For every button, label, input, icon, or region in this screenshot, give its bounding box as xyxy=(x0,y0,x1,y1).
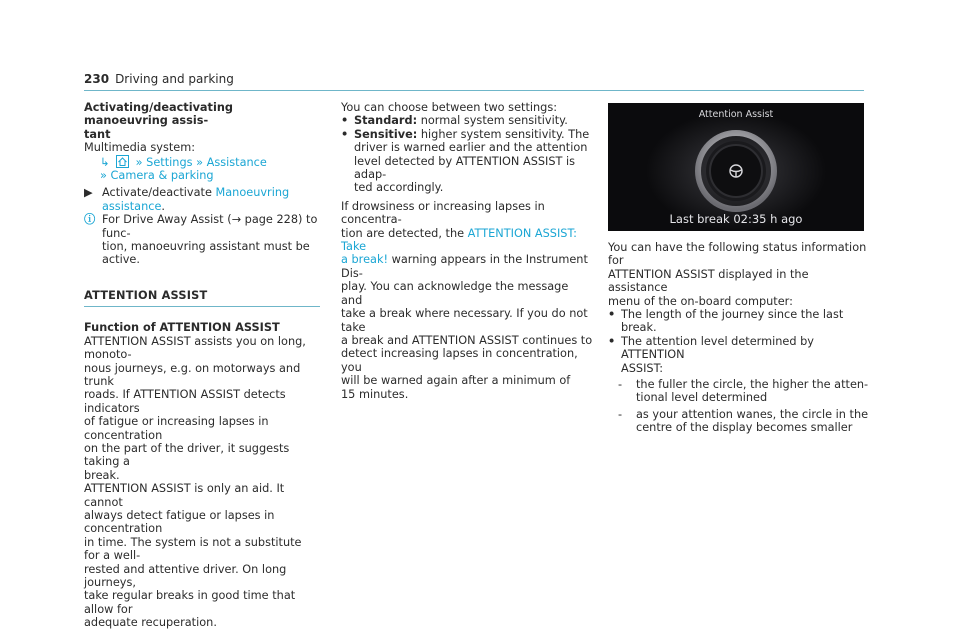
list-item: • The attention level determined by ATTENTION ASSIST: xyxy=(608,334,814,375)
last-break-status: Last break 02:35 h ago xyxy=(669,212,803,226)
play-bullet-icon: ▶ xyxy=(84,186,93,200)
attention-assist-display xyxy=(608,103,864,231)
chevron-right-icon: » xyxy=(135,155,143,169)
list-item: - the fuller the circle, the higher the atten- tional level determined xyxy=(618,378,869,405)
info-note: ⓘ For Drive Away Assist (→ page 228) to func- tion, manoeuvring assistant must be active. xyxy=(84,213,318,267)
status-info-intro: You can have the following status information for ATTENTION ASSIST displayed in the assistance menu of the on-board computer: xyxy=(608,241,867,308)
info-icon: ⓘ xyxy=(84,213,96,227)
menu-path xyxy=(84,155,320,169)
page-header xyxy=(84,72,234,86)
paragraph-aid: ATTENTION ASSIST is only an aid. It cannot always detect fatigue or lapses in concentration in time. The system is not a substitute for a well- rested and attentive driver. On long journeys, take regular breaks in good time that allow for adequate recuperation. xyxy=(84,482,302,630)
steering-wheel-icon xyxy=(728,163,744,179)
subheading-function: Function of ATTENTION ASSIST xyxy=(84,321,280,335)
list-item: • Sensitive: higher system sensitivity. The driver is warned earlier and the attention level detected by ATTENTION ASSIST is adap- ted accordingly. xyxy=(341,127,590,195)
chevron-right-icon: » xyxy=(100,169,107,183)
menu-path-intro: Multimedia system: xyxy=(84,141,196,155)
settings-intro: You can choose between two settings: xyxy=(341,101,558,114)
chapter-title: Driving and parking xyxy=(115,72,234,86)
menu-settings[interactable]: Settings xyxy=(146,155,193,169)
list-item: • Standard: normal system sensitivity. xyxy=(341,114,568,128)
heading-manoeuvring: Activating/deactivating manoeuvring assis- tant xyxy=(84,101,233,141)
menu-camera-parking[interactable]: Camera & parking xyxy=(110,169,214,183)
list-item: • The length of the journey since the last break. xyxy=(608,308,844,335)
list-item: - as your attention wanes, the circle in the centre of the display becomes smaller xyxy=(618,407,869,435)
dash-bullet: - xyxy=(618,407,623,421)
message-take-a-break-cont: a break! xyxy=(341,253,389,267)
paragraph-function: ATTENTION ASSIST assists you on long, monoto- nous journeys, e.g. on motorways and trunk roads. If ATTENTION ASSIST detects indicators of fatigue or increasing lapses in concentration on the part of the driver, it suggests taking a break. xyxy=(84,334,306,482)
dash-bullet: - xyxy=(618,378,623,392)
bullet-icon: • xyxy=(341,127,349,141)
chevron-right-icon: » xyxy=(196,155,204,169)
column-left xyxy=(84,101,320,630)
header-rule xyxy=(84,90,864,91)
paragraph-drowsiness: If drowsiness or increasing lapses in concentra- tion are detected, the ATTENTION ASSIST: Take a break! warning appears in the Instrument Dis- play. You can acknowledge the message and take a break where necessary. If you do not take a break and ATTENTION ASSIST continues to detect increasing lapses in concentration, you will be warned again after a minimum of 15 minutes. xyxy=(341,199,593,401)
menu-path-2 xyxy=(84,169,320,182)
page-number: 230 xyxy=(84,72,110,86)
message-take-a-break: ATTENTION ASSIST: Take xyxy=(341,226,577,254)
home-icon[interactable] xyxy=(116,155,129,168)
bullet-icon: • xyxy=(341,114,349,128)
display-title: Attention Assist xyxy=(698,109,774,120)
column-right xyxy=(608,241,870,435)
column-middle xyxy=(341,101,593,401)
action-step: ▶ Activate/deactivate Manoeuvring assistance. xyxy=(84,186,290,213)
link-manoeuvring-assistance[interactable]: Manoeuvring assistance xyxy=(102,186,290,213)
menu-assistance[interactable]: Assistance xyxy=(206,155,267,169)
bullet-icon: • xyxy=(608,308,616,322)
bullet-icon: • xyxy=(608,334,616,348)
section-title-attention-assist: ATTENTION ASSIST xyxy=(84,289,320,307)
submenu-arrow-icon: ↳ xyxy=(100,155,110,169)
